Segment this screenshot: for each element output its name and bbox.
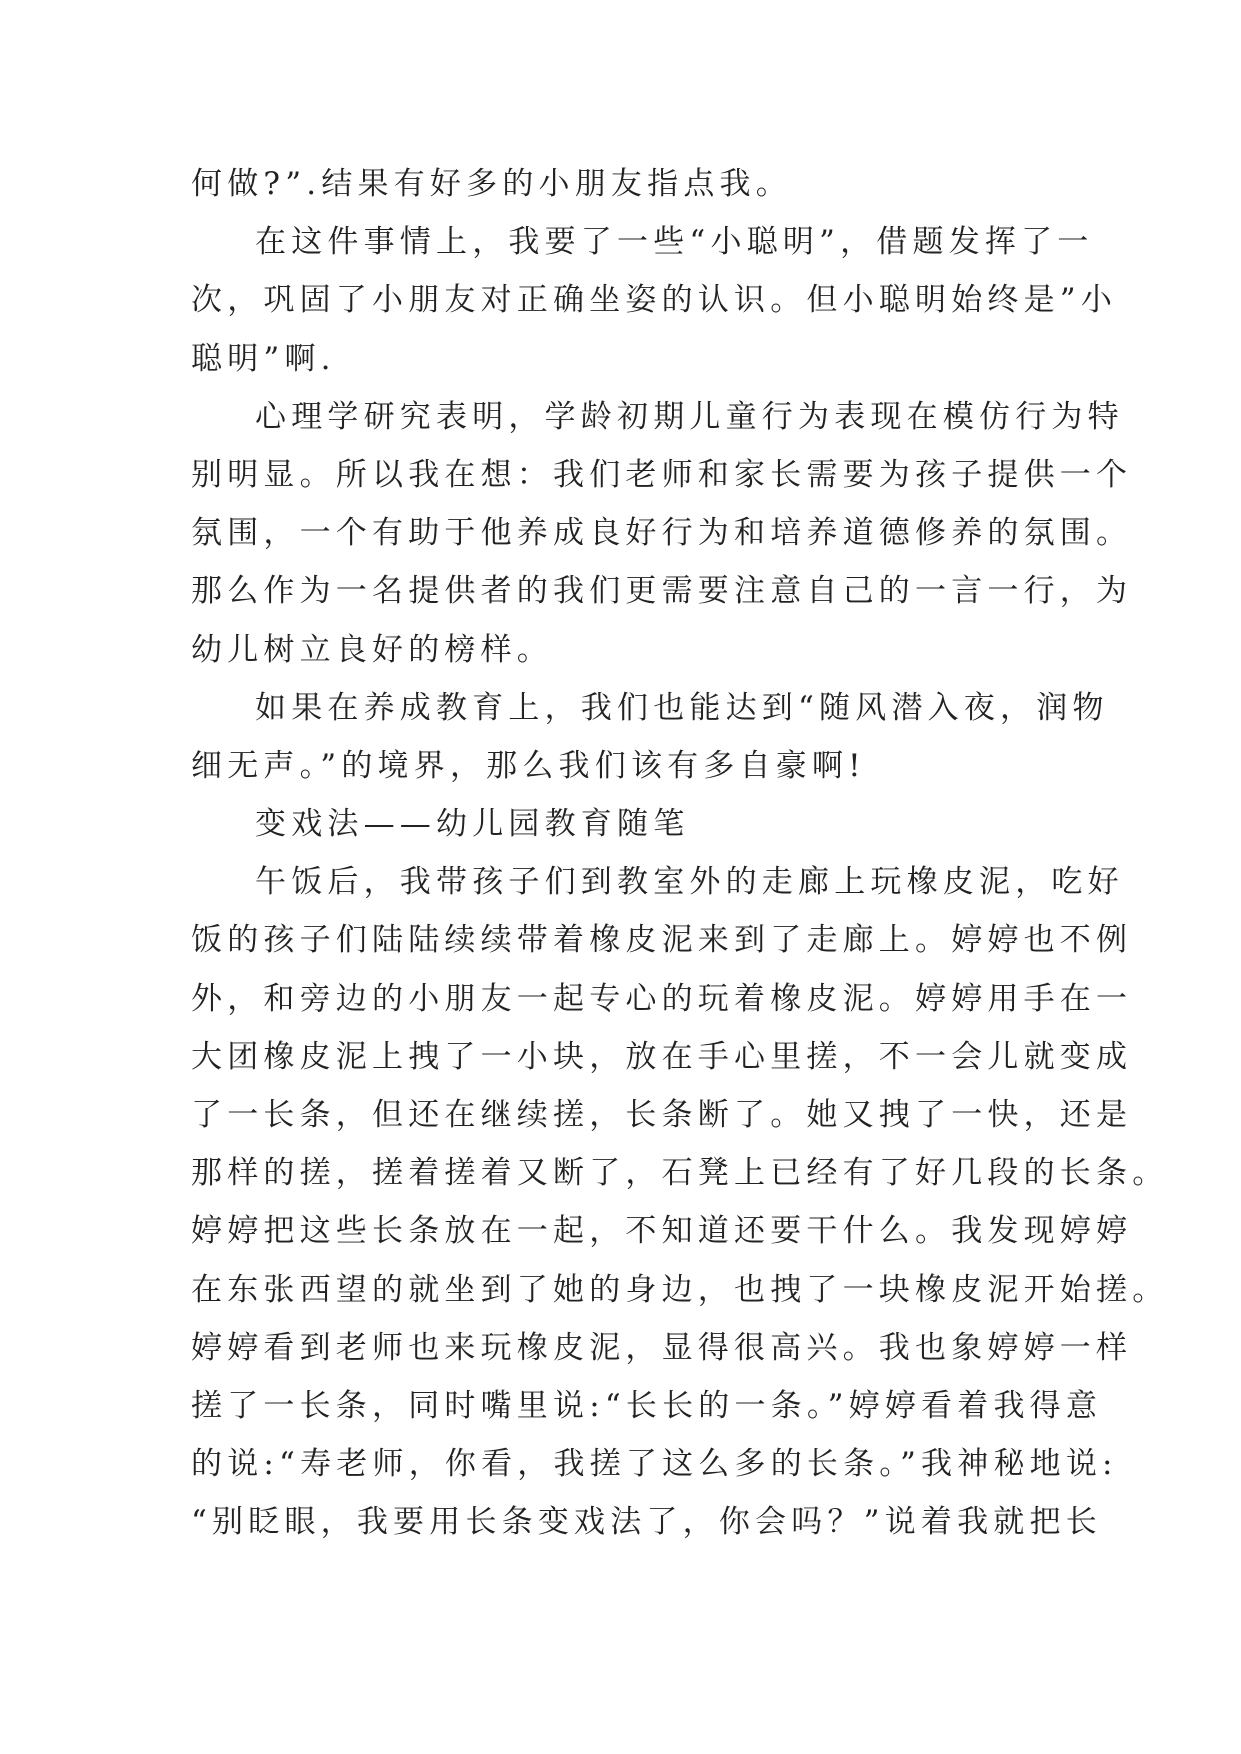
section-title: 变戏法——幼儿园教育随笔 [255, 806, 690, 843]
text-line: 氛围，一个有助于他养成良好行为和培养道德修养的氛围。 [191, 515, 1133, 552]
text-line: 饭的孩子们陆陆续续带着橡皮泥来到了走廊上。婷婷也不例 [191, 922, 1133, 959]
text-line: 聪明”啊. [191, 340, 336, 377]
text-line: 次，巩固了小朋友对正确坐姿的认识。但小聪明始终是”小 [191, 282, 1118, 319]
paragraph-start-line: 如果在养成教育上，我们也能达到“随风潜入夜，润物 [255, 689, 1109, 726]
body-text [191, 155, 1169, 1552]
text-line: 细无声。”的境界，那么我们该有多自豪啊! [191, 747, 866, 784]
text-line: 别明显。所以我在想：我们老师和家长需要为孩子提供一个 [191, 456, 1133, 493]
text-line: 幼儿树立良好的榜样。 [191, 631, 553, 668]
text-line: 了一长条，但还在继续搓，长条断了。她又拽了一快，还是 [191, 1097, 1133, 1133]
text-line: 那样的搓，搓着搓着又断了，石凳上已经有了好几段的长条。 [191, 1155, 1169, 1192]
paragraph-start-line: 午饭后，我带孩子们到教室外的走廊上玩橡皮泥，吃好 [255, 864, 1124, 901]
text-line: 搓了一长条，同时嘴里说:“长长的一条。”婷婷看着我得意 [191, 1387, 1103, 1424]
text-line: 那么作为一名提供者的我们更需要注意自己的一言一行，为 [191, 573, 1133, 610]
text-line: 婷婷把这些长条放在一起，不知道还要干什么。我发现婷婷 [191, 1213, 1133, 1250]
text-line: 外，和旁边的小朋友一起专心的玩着橡皮泥。婷婷用手在一 [191, 980, 1133, 1017]
text-line: 何做?”.结果有好多的小朋友指点我。 [191, 166, 792, 202]
text-line: “别眨眼，我要用长条变戏法了，你会吗？”说着我就把长 [191, 1504, 1102, 1541]
text-line: 在东张西望的就坐到了她的身边，也拽了一块橡皮泥开始搓。 [191, 1271, 1169, 1308]
text-line: 婷婷看到老师也来玩橡皮泥，显得很高兴。我也象婷婷一样 [191, 1329, 1133, 1366]
paragraph-start-line: 心理学研究表明，学龄初期儿童行为表现在模仿行为特 [255, 398, 1124, 435]
text-line: 的说:“寿老师，你看，我搓了这么多的长条。”我神秘地说: [191, 1446, 1118, 1483]
paragraph-start-line: 在这件事情上，我要了一些“小聪明”，借题发挥了一 [255, 224, 1094, 261]
text-line: 大团橡皮泥上拽了一小块，放在手心里搓，不一会儿就变成 [191, 1038, 1133, 1075]
